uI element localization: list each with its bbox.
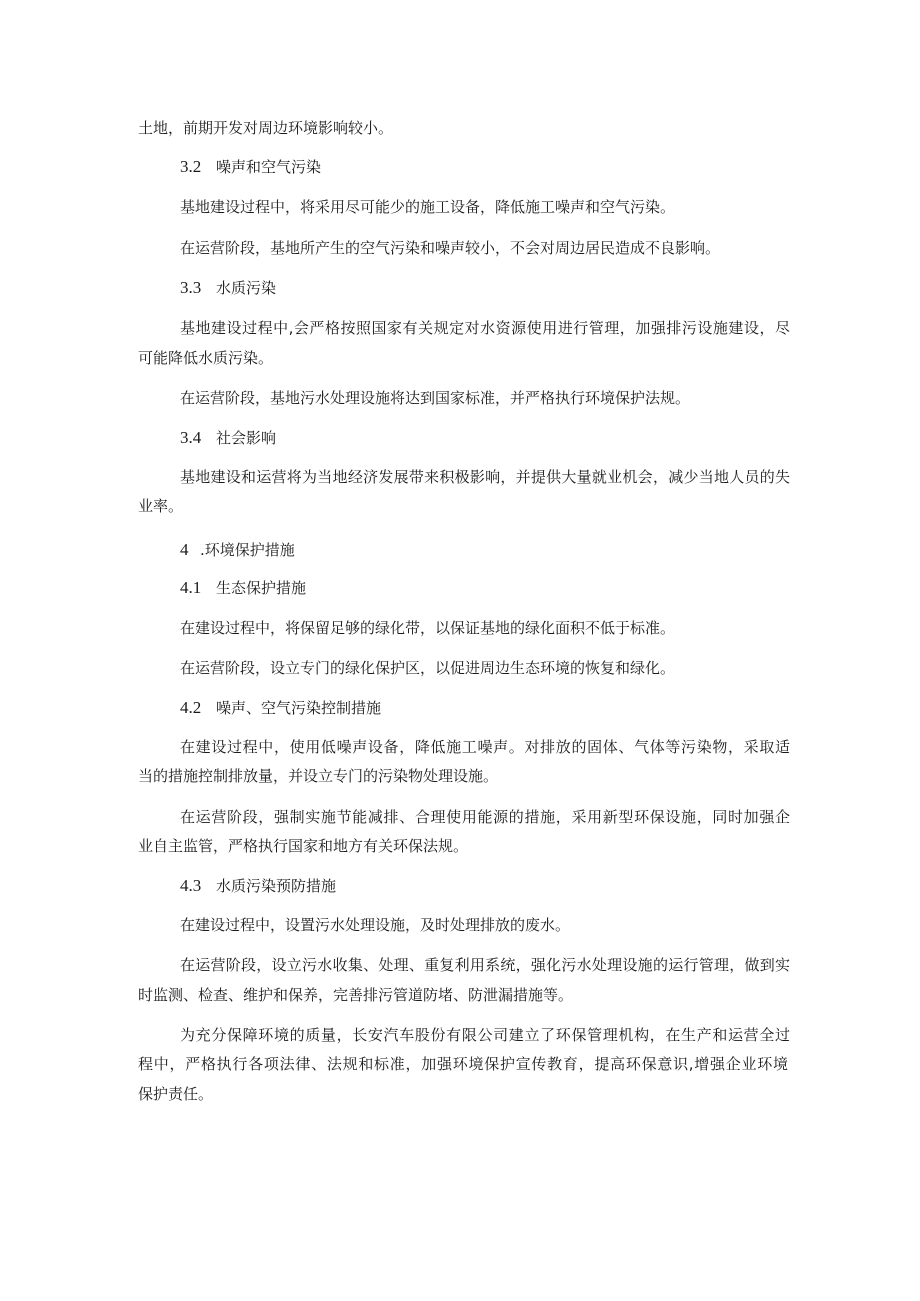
section-title: 生态保护措施	[216, 579, 307, 597]
section-title: 水质污染预防措施	[216, 877, 337, 895]
section-title: 噪声和空气污染	[216, 158, 322, 176]
paragraph: 在运营阶段，设立专门的绿化保护区，以促进周边生态环境的恢复和绿化。	[180, 659, 676, 677]
section-number: 4.1	[180, 578, 202, 597]
section-heading-4	[180, 540, 790, 560]
paragraph-line: 当的措施控制排放量，并设立专门的污染物处理设施。	[138, 767, 499, 785]
section-number: 3.4	[180, 428, 202, 447]
paragraph-line: 保护责任。	[138, 1085, 214, 1103]
paragraph-line: 基地建设过程中,会严格按照国家有关规定对水资源使用进行管理，加强排污设施建设，尽	[180, 319, 790, 337]
section-number: 4.2	[180, 698, 202, 717]
paragraph-line: 在运营阶段，强制实施节能减排、合理使用能源的措施，采用新型环保设施，同时加强企	[180, 808, 790, 826]
section-title: 噪声、空气污染控制措施	[216, 699, 382, 717]
paragraph-line: 在建设过程中，使用低噪声设备，降低施工噪声。对排放的固体、气体等污染物，采取适	[180, 738, 790, 756]
paragraph: 在运营阶段，基地所产生的空气污染和噪声较小，不会对周边居民造成不良影响。	[180, 239, 721, 257]
section-heading-3-4	[180, 428, 790, 448]
paragraph-line: 业自主监管，严格执行国家和地方有关环保法规。	[138, 837, 469, 855]
section-number: 4.3	[180, 876, 202, 895]
section-title: .环境保护措施	[200, 541, 295, 559]
paragraph: 在建设过程中，将保留足够的绿化带，以保证基地的绿化面积不低于标准。	[180, 619, 676, 637]
section-heading-3-3	[180, 278, 790, 298]
section-number: 3.2	[180, 157, 202, 176]
section-number: 3.3	[180, 278, 202, 297]
paragraph-line: 在运营阶段，设立污水收集、处理、重复利用系统，强化污水处理设施的运行管理，做到实	[180, 956, 790, 974]
section-title: 社会影响	[216, 429, 277, 447]
paragraph-line: 基地建设和运营将为当地经济发展带来积极影响，并提供大量就业机会，减少当地人员的失	[180, 468, 790, 486]
section-heading-3-2	[180, 157, 790, 177]
section-title: 水质污染	[216, 279, 277, 297]
paragraph: 基地建设过程中，将采用尽可能少的施工设备，降低施工噪声和空气污染。	[180, 198, 676, 216]
section-heading-4-1	[180, 578, 790, 598]
paragraph-continuation: 土地，前期开发对周边环境影响较小。	[138, 119, 394, 137]
section-heading-4-3	[180, 876, 790, 896]
paragraph-line: 为充分保障环境的质量，长安汽车股份有限公司建立了环保管理机构，在生产和运营全过	[180, 1026, 790, 1044]
paragraph-line: 可能降低水质污染。	[138, 349, 274, 367]
section-heading-4-2	[180, 698, 790, 718]
paragraph: 在运营阶段，基地污水处理设施将达到国家标准，并严格执行环境保护法规。	[180, 389, 691, 407]
section-number: 4	[180, 540, 189, 559]
paragraph-line: 程中，严格执行各项法律、法规和标准，加强环境保护宣传教育，提高环保意识,增强企业环境	[138, 1055, 788, 1073]
paragraph-line: 业率。	[138, 497, 184, 515]
paragraph: 在建设过程中，设置污水处理设施，及时处理排放的废水。	[180, 916, 571, 934]
paragraph-line: 时监测、检查、维护和保养，完善排污管道防堵、防泄漏措施等。	[138, 986, 574, 1004]
